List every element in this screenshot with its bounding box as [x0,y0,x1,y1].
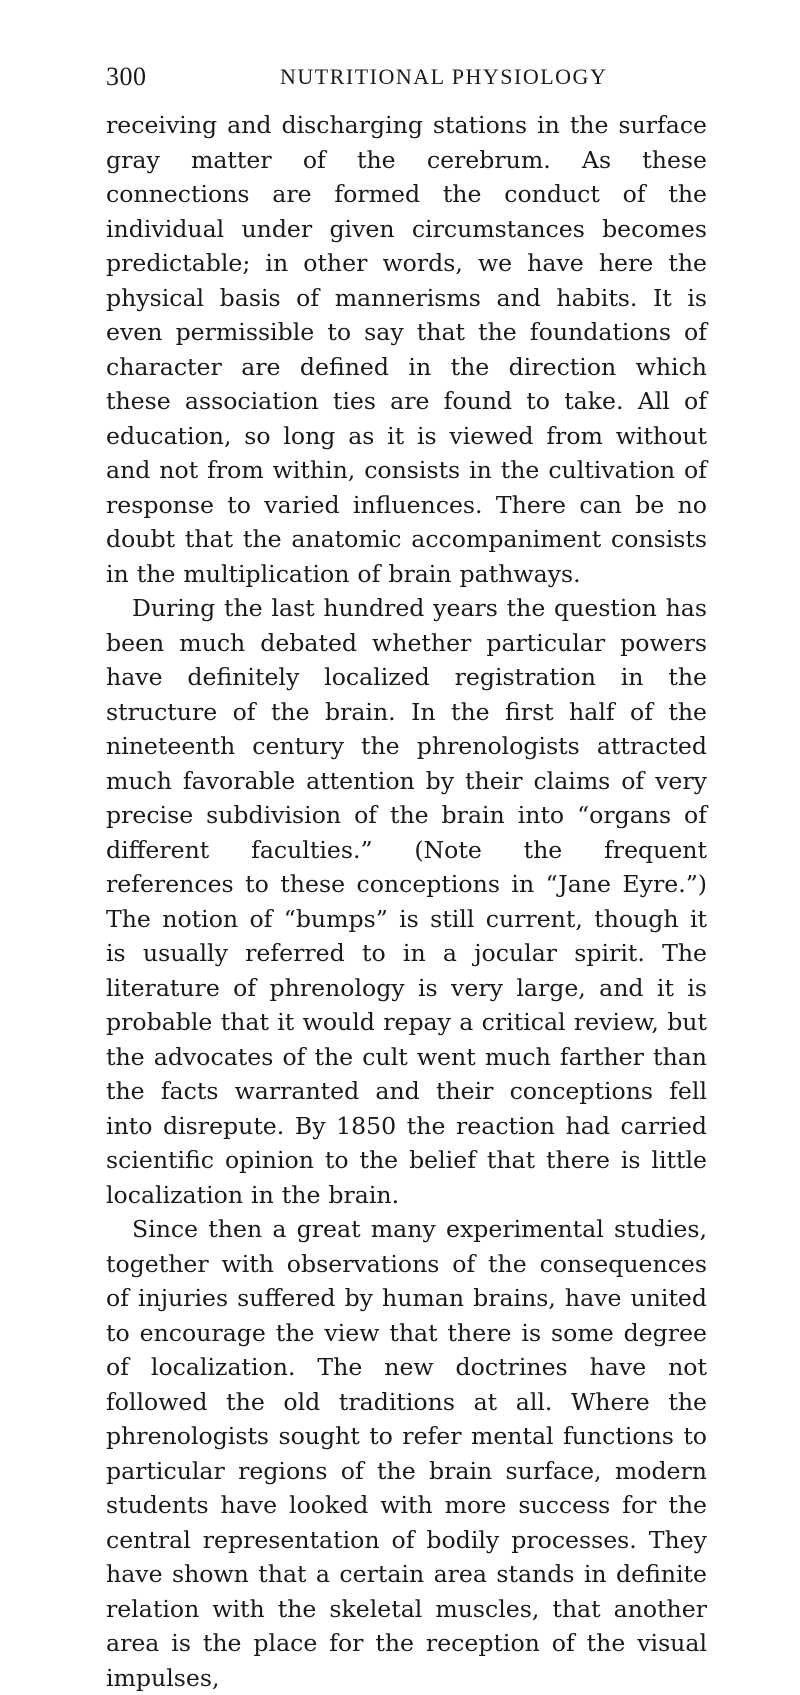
running-head [106,62,707,92]
running-title: NUTRITIONAL PHYSIOLOGY [280,64,608,89]
paragraph-phrenology-history: During the last hundred years the question has been much debated whether particular powers have definitely localized registration in the structure of the brain. In the first half of the nineteenth century the phrenologists attracted much favorable attention by their claims of very precise subdivision of the brain into “organs of different faculties.” (Note the frequent references to these conceptions in “Jane Eyre.”) The notion of “bumps” is still current, though it is usually referred to in a jocular spirit. The literature of phrenology is very large, and it is probable that it would repay a critical review, but the advocates of the cult went much farther than the facts warranted and their conceptions fell into disrepute. By 1850 the reaction had carried scientific opinion to the belief that there is little localization in the brain. [106,594,707,1209]
paragraph-modern-localization: Since then a great many experimental studies, together with observations of the consequences of injuries suffered by human brains, have united to encourage the view that there is some degree of localization. The new doctrines have not followed the old traditions at all. Where the phrenologists sought to refer mental functions to particular regions of the brain surface, modern students have looked with more success for the central representation of bodily processes. They have shown that a certain area stands in definite relation with the skeletal muscles, that another area is the place for the reception of the visual impulses, [106,1215,707,1692]
body-text [106,108,707,1695]
paragraph-continued: receiving and discharging stations in the surface gray matter of the cerebrum. As these connections are formed the conduct of the individual under given circumstances becomes predictable; in other words, we have here the physical basis of mannerisms and habits. It is even permissible to say that the foundations of character are defined in the direction which these association ties are found to take. All of education, so long as it is viewed from without and not from within, consists in the cultivation of response to varied influences. There can be no doubt that the anatomic accompaniment consists in the multiplication of brain pathways. [106,111,707,588]
page-number: 300 [106,62,147,91]
